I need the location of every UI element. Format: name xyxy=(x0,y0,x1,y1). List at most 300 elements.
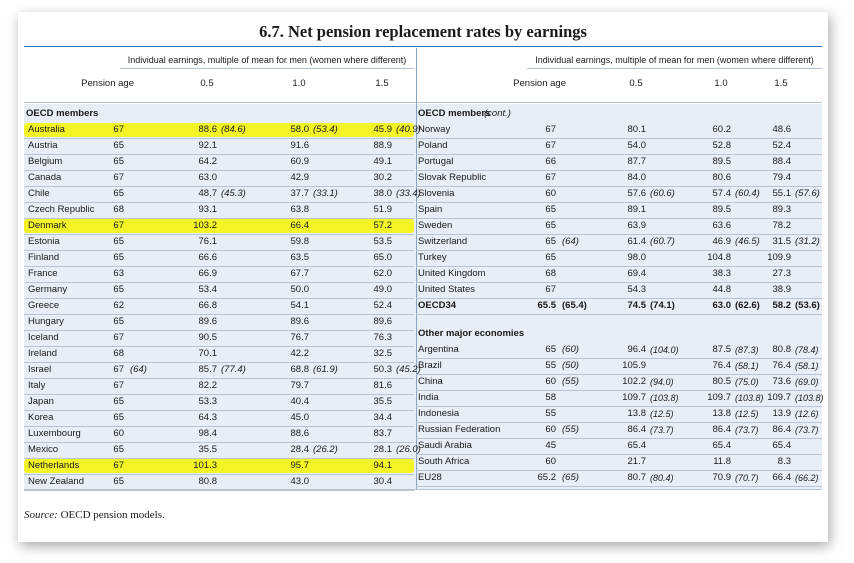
left-v10-1: 91.6 xyxy=(290,140,309,151)
right2-v10-3: 109.7 xyxy=(707,392,731,403)
right-v10-4: 57.4 xyxy=(712,188,731,199)
left-v15-15: 50.3 xyxy=(373,364,392,375)
right2-v10-women-4: (12.5) xyxy=(735,409,759,419)
left-age-1: 65 xyxy=(113,140,124,151)
left-v10-women-20: (26.2) xyxy=(313,444,338,455)
left-v10-22: 43.0 xyxy=(290,476,309,487)
left-v15-women-15: (45.2) xyxy=(396,364,421,375)
right2-v10-women-2: (75.0) xyxy=(735,377,759,387)
right-group-label: Individual earnings, multiple of mean for men (women where different) xyxy=(535,55,814,65)
left-row-rule xyxy=(24,170,414,171)
right2-age-1: 55 xyxy=(545,360,556,371)
right-v05-2: 87.7 xyxy=(627,156,646,167)
left-row-rule xyxy=(24,490,414,491)
left-v05-17: 53.3 xyxy=(198,396,217,407)
right-v15-2: 88.4 xyxy=(772,156,791,167)
right-age-0: 67 xyxy=(545,124,556,135)
right2-v15-0: 80.8 xyxy=(772,344,791,355)
right-v05-3: 84.0 xyxy=(627,172,646,183)
right2-v05-0: 96.4 xyxy=(627,344,646,355)
right2-country-4: Indonesia xyxy=(418,408,460,419)
left-row-rule xyxy=(24,202,414,203)
right2-v05-7: 21.7 xyxy=(627,456,646,467)
left-v15-22: 30.4 xyxy=(373,476,392,487)
left-v15-8: 65.0 xyxy=(373,252,392,263)
right-v15-0: 48.6 xyxy=(772,124,791,135)
left-country-0: Australia xyxy=(28,124,65,135)
right2-age-5: 60 xyxy=(545,424,556,435)
left-country-1: Austria xyxy=(28,140,58,151)
left-v10-12: 89.6 xyxy=(290,316,309,327)
right2-v05-1: 105.9 xyxy=(622,360,646,371)
left-age-15: 67 xyxy=(113,364,124,375)
left-age-women-15: (64) xyxy=(130,364,147,375)
right-v15-women-7: (31.2) xyxy=(795,236,820,247)
right2-age-7: 60 xyxy=(545,456,556,467)
right2-age-0: 65 xyxy=(545,344,556,355)
right-v10-1: 52.8 xyxy=(712,140,731,151)
left-v10-13: 76.7 xyxy=(290,332,309,343)
right-v05-0: 80.1 xyxy=(627,124,646,135)
left-v05-5: 93.1 xyxy=(198,204,217,215)
left-v05-women-15: (77.4) xyxy=(221,364,246,375)
right-row-rule xyxy=(416,170,822,171)
left-country-20: Mexico xyxy=(28,444,59,455)
left-age-16: 67 xyxy=(113,380,124,391)
right2-age-women-5: (55) xyxy=(562,424,579,435)
right2-v10-women-3: (103.8) xyxy=(735,393,764,403)
right-v05-10: 54.3 xyxy=(627,284,646,295)
right-v10-women-7: (46.5) xyxy=(735,236,760,247)
right2-v05-6: 65.4 xyxy=(627,440,646,451)
right-age-11: 65.5 xyxy=(537,300,556,311)
left-age-21: 67 xyxy=(113,460,124,471)
left-section-title: OECD members xyxy=(26,108,99,119)
right2-v15-1: 76.4 xyxy=(772,360,791,371)
right-v05-1: 54.0 xyxy=(627,140,646,151)
left-v05-9: 66.9 xyxy=(198,268,217,279)
left-country-3: Canada xyxy=(28,172,62,183)
left-v15-2: 49.1 xyxy=(373,156,392,167)
right2-v05-women-0: (104.0) xyxy=(650,345,679,355)
right-country-9: United Kingdom xyxy=(418,268,486,279)
left-country-17: Japan xyxy=(28,396,54,407)
left-row-rule xyxy=(24,266,414,267)
right-v10-6: 63.6 xyxy=(712,220,731,231)
right2-v10-0: 87.5 xyxy=(712,344,731,355)
right2-v15-7: 8.3 xyxy=(777,456,791,467)
right-row-rule xyxy=(416,218,822,219)
left-v15-13: 76.3 xyxy=(373,332,392,343)
left-country-6: Denmark xyxy=(28,220,67,231)
right2-v10-1: 76.4 xyxy=(712,360,731,371)
left-v15-18: 34.4 xyxy=(373,412,392,423)
left-v10-8: 63.5 xyxy=(290,252,309,263)
right-country-0: Norway xyxy=(418,124,451,135)
left-v10-women-0: (53.4) xyxy=(313,124,338,135)
right-v10-women-11: (62.6) xyxy=(735,300,760,311)
right2-v15-6: 65.4 xyxy=(772,440,791,451)
right2-age-8: 65.2 xyxy=(537,472,556,483)
left-v15-1: 88.9 xyxy=(373,140,392,151)
left-v10-4: 37.7 xyxy=(290,188,309,199)
right-v15-3: 79.4 xyxy=(772,172,791,183)
left-row-rule xyxy=(24,346,414,347)
left-age-2: 65 xyxy=(113,156,124,167)
right-v10-0: 60.2 xyxy=(712,124,731,135)
right-v05-women-7: (60.7) xyxy=(650,236,675,247)
right-country-7: Switzerland xyxy=(418,236,468,247)
left-v05-6: 103.2 xyxy=(193,220,217,231)
left-country-19: Luxembourg xyxy=(28,428,81,439)
right2-v05-women-3: (103.8) xyxy=(650,393,679,403)
left-country-12: Hungary xyxy=(28,316,64,327)
left-age-18: 65 xyxy=(113,412,124,423)
right2-country-7: South Africa xyxy=(418,456,470,467)
left-row-rule xyxy=(24,186,414,187)
right-v15-8: 109.9 xyxy=(767,252,791,263)
right-row-rule xyxy=(416,186,822,187)
right2-v15-women-4: (12.6) xyxy=(795,409,819,419)
left-v15-21: 94.1 xyxy=(373,460,392,471)
right2-v05-women-5: (73.7) xyxy=(650,425,674,435)
left-country-10: Germany xyxy=(28,284,68,295)
right-section2-title: Other major economies xyxy=(418,328,525,339)
right-v15-1: 52.4 xyxy=(772,140,791,151)
left-v15-9: 62.0 xyxy=(373,268,392,279)
right2-v10-5: 86.4 xyxy=(712,424,731,435)
right-v10-8: 104.8 xyxy=(707,252,731,263)
right2-v15-women-2: (69.0) xyxy=(795,377,819,387)
right-age-4: 60 xyxy=(545,188,556,199)
left-v10-14: 42.2 xyxy=(290,348,309,359)
source-label: Source: xyxy=(24,509,58,521)
left-v10-10: 50.0 xyxy=(290,284,309,295)
right2-v15-3: 109.7 xyxy=(767,392,791,403)
right-age-women-7: (64) xyxy=(562,236,579,247)
left-row-rule xyxy=(24,378,414,379)
right-section-suffix: (cont.) xyxy=(484,108,511,119)
left-row-rule xyxy=(24,474,414,475)
right2-v05-women-2: (94.0) xyxy=(650,377,674,387)
right-row-rule xyxy=(416,314,822,315)
right-row-rule xyxy=(416,250,822,251)
right-v10-10: 44.8 xyxy=(712,284,731,295)
right-v05-6: 63.9 xyxy=(627,220,646,231)
right2-v15-2: 73.6 xyxy=(772,376,791,387)
left-v05-20: 35.5 xyxy=(198,444,217,455)
left-country-13: Iceland xyxy=(28,332,59,343)
right2-row-rule xyxy=(416,358,822,359)
right-age-2: 66 xyxy=(545,156,556,167)
right2-row-rule xyxy=(416,390,822,391)
left-v05-12: 89.6 xyxy=(198,316,217,327)
right-v10-5: 89.5 xyxy=(712,204,731,215)
right-v15-7: 31.5 xyxy=(772,236,791,247)
left-v05-19: 98.4 xyxy=(198,428,217,439)
right2-country-2: China xyxy=(418,376,443,387)
left-v15-17: 35.5 xyxy=(373,396,392,407)
left-row-rule xyxy=(24,234,414,235)
right2-v05-4: 13.8 xyxy=(627,408,646,419)
header-bottom-rule xyxy=(24,102,822,103)
right-v10-2: 89.5 xyxy=(712,156,731,167)
left-country-18: Korea xyxy=(28,412,54,423)
right-row-rule xyxy=(416,266,822,267)
left-v15-5: 51.9 xyxy=(373,204,392,215)
right-country-11: OECD34 xyxy=(418,300,457,311)
right-v05-5: 89.1 xyxy=(627,204,646,215)
right2-v10-women-8: (70.7) xyxy=(735,473,759,483)
right-v15-6: 78.2 xyxy=(772,220,791,231)
right2-v10-women-0: (87.3) xyxy=(735,345,759,355)
right2-age-women-0: (60) xyxy=(562,344,579,355)
left-v15-women-20: (26.0) xyxy=(396,444,421,455)
left-country-21: Netherlands xyxy=(28,460,80,471)
right-v10-9: 38.3 xyxy=(712,268,731,279)
left-v05-7: 76.1 xyxy=(198,236,217,247)
right-v05-9: 69.4 xyxy=(627,268,646,279)
left-v05-18: 64.3 xyxy=(198,412,217,423)
left-age-13: 67 xyxy=(113,332,124,343)
right-country-4: Slovenia xyxy=(418,188,455,199)
right2-v05-2: 102.2 xyxy=(622,376,646,387)
right-v05-women-11: (74.1) xyxy=(650,300,675,311)
left-v05-13: 90.5 xyxy=(198,332,217,343)
left-v15-11: 52.4 xyxy=(373,300,392,311)
left-v15-10: 49.0 xyxy=(373,284,392,295)
left-age-9: 63 xyxy=(113,268,124,279)
right2-v15-women-1: (58.1) xyxy=(795,361,819,371)
left-row-rule xyxy=(24,154,414,155)
left-country-11: Greece xyxy=(28,300,60,311)
right-country-1: Poland xyxy=(418,140,448,151)
right2-v10-women-1: (58.1) xyxy=(735,361,759,371)
right-col-0.5-header: 0.5 xyxy=(629,78,643,89)
right-age-5: 65 xyxy=(545,204,556,215)
left-v10-3: 42.9 xyxy=(290,172,309,183)
right-country-2: Portugal xyxy=(418,156,454,167)
right-pension-age-header: Pension age xyxy=(513,78,566,89)
left-v05-women-0: (84.6) xyxy=(221,124,246,135)
right-v15-11: 58.2 xyxy=(772,300,791,311)
right2-v15-women-5: (73.7) xyxy=(795,425,819,435)
right2-country-3: India xyxy=(418,392,439,403)
left-v05-10: 53.4 xyxy=(198,284,217,295)
right-v15-9: 27.3 xyxy=(772,268,791,279)
left-row-rule xyxy=(24,298,414,299)
right-v05-7: 61.4 xyxy=(627,236,646,247)
left-row-rule xyxy=(24,138,414,139)
right-section-title: OECD members xyxy=(418,108,491,119)
left-country-16: Italy xyxy=(28,380,46,391)
left-row-rule xyxy=(24,282,414,283)
left-age-6: 67 xyxy=(113,220,124,231)
left-row-rule xyxy=(24,426,414,427)
left-pension-age-header: Pension age xyxy=(81,78,134,89)
left-v15-19: 83.7 xyxy=(373,428,392,439)
left-group-label: Individual earnings, multiple of mean for men (women where different) xyxy=(127,55,407,65)
right-v15-women-11: (53.6) xyxy=(795,300,820,311)
right2-v05-5: 86.4 xyxy=(627,424,646,435)
left-country-9: France xyxy=(28,268,58,279)
right-age-6: 65 xyxy=(545,220,556,231)
right2-v10-2: 80.5 xyxy=(712,376,731,387)
left-v10-18: 45.0 xyxy=(290,412,309,423)
left-country-22: New Zealand xyxy=(28,476,84,487)
right2-v15-women-3: (103.8) xyxy=(795,393,824,403)
left-v05-3: 63.0 xyxy=(198,172,217,183)
right-row-rule xyxy=(416,202,822,203)
left-row-rule xyxy=(24,362,414,363)
left-v05-14: 70.1 xyxy=(198,348,217,359)
left-age-14: 68 xyxy=(113,348,124,359)
right-country-10: United States xyxy=(418,284,476,295)
right-row-rule xyxy=(416,154,822,155)
right-age-10: 67 xyxy=(545,284,556,295)
right-country-8: Turkey xyxy=(418,252,447,263)
left-age-22: 65 xyxy=(113,476,124,487)
right-col-1.5-header: 1.5 xyxy=(774,78,788,89)
right2-v05-8: 80.7 xyxy=(627,472,646,483)
left-row-rule xyxy=(24,314,414,315)
left-v15-14: 32.5 xyxy=(373,348,392,359)
right-group-rule xyxy=(527,68,822,69)
left-v15-women-0: (40.9) xyxy=(396,124,421,135)
left-v05-11: 66.8 xyxy=(198,300,217,311)
left-v05-8: 66.6 xyxy=(198,252,217,263)
right-v15-10: 38.9 xyxy=(772,284,791,295)
right-v05-women-4: (60.6) xyxy=(650,188,675,199)
left-v05-15: 85.7 xyxy=(198,364,217,375)
left-v10-women-4: (33.1) xyxy=(313,188,338,199)
left-v15-4: 38.0 xyxy=(373,188,392,199)
right2-v10-women-5: (73.7) xyxy=(735,425,759,435)
left-v15-12: 89.6 xyxy=(373,316,392,327)
left-v10-16: 79.7 xyxy=(290,380,309,391)
right2-v15-women-0: (78.4) xyxy=(795,345,819,355)
left-row-rule xyxy=(24,442,414,443)
right2-country-1: Brazil xyxy=(418,360,442,371)
left-col-1.5-header: 1.5 xyxy=(375,78,389,89)
right2-row-rule xyxy=(416,406,822,407)
left-v10-11: 54.1 xyxy=(290,300,309,311)
pension-table xyxy=(24,48,822,503)
left-country-4: Chile xyxy=(28,188,50,199)
right2-age-women-1: (50) xyxy=(562,360,579,371)
title-rule xyxy=(24,46,822,47)
right2-v15-5: 86.4 xyxy=(772,424,791,435)
right2-age-3: 58 xyxy=(545,392,556,403)
left-v10-5: 63.8 xyxy=(290,204,309,215)
left-v15-16: 81.6 xyxy=(373,380,392,391)
right-v15-5: 89.3 xyxy=(772,204,791,215)
left-v05-2: 64.2 xyxy=(198,156,217,167)
left-age-4: 65 xyxy=(113,188,124,199)
right2-country-8: EU28 xyxy=(418,472,442,483)
right-v10-11: 63.0 xyxy=(712,300,731,311)
left-v10-6: 66.4 xyxy=(290,220,309,231)
left-row-rule xyxy=(24,394,414,395)
left-age-5: 68 xyxy=(113,204,124,215)
left-age-17: 65 xyxy=(113,396,124,407)
right-country-3: Slovak Republic xyxy=(418,172,487,183)
right-age-3: 67 xyxy=(545,172,556,183)
left-age-0: 67 xyxy=(113,124,124,135)
left-v10-2: 60.9 xyxy=(290,156,309,167)
left-v05-0: 88.6 xyxy=(198,124,217,135)
left-row-rule xyxy=(24,330,414,331)
left-col-1.0-header: 1.0 xyxy=(292,78,306,89)
right2-country-6: Saudi Arabia xyxy=(418,440,472,451)
right2-row-rule xyxy=(416,438,822,439)
left-age-8: 65 xyxy=(113,252,124,263)
right-v05-11: 74.5 xyxy=(627,300,646,311)
left-v10-17: 40.4 xyxy=(290,396,309,407)
right-country-5: Spain xyxy=(418,204,443,215)
right-age-8: 65 xyxy=(545,252,556,263)
right2-row-rule xyxy=(416,470,822,471)
right2-row-rule xyxy=(416,454,822,455)
right2-v05-3: 109.7 xyxy=(622,392,646,403)
left-v15-0: 45.9 xyxy=(373,124,392,135)
right-row-rule xyxy=(416,282,822,283)
right-row-rule xyxy=(416,138,822,139)
left-v10-9: 67.7 xyxy=(290,268,309,279)
right-col-1.0-header: 1.0 xyxy=(714,78,728,89)
left-age-19: 60 xyxy=(113,428,124,439)
right2-row-rule xyxy=(416,374,822,375)
left-country-14: Ireland xyxy=(28,348,58,359)
left-col-0.5-header: 0.5 xyxy=(200,78,214,89)
left-v15-women-4: (33.4) xyxy=(396,188,421,199)
left-age-12: 65 xyxy=(113,316,124,327)
left-v10-0: 58.0 xyxy=(290,124,309,135)
left-v05-women-4: (45.3) xyxy=(221,188,246,199)
left-v15-3: 30.2 xyxy=(373,172,392,183)
right2-v15-8: 66.4 xyxy=(772,472,791,483)
right2-v10-6: 65.4 xyxy=(712,440,731,451)
right2-v15-women-8: (66.2) xyxy=(795,473,819,483)
right-row-rule xyxy=(416,234,822,235)
right2-country-0: Argentina xyxy=(418,344,459,355)
left-v05-16: 82.2 xyxy=(198,380,217,391)
left-v10-20: 28.4 xyxy=(290,444,309,455)
source-note xyxy=(24,509,165,521)
left-v05-22: 80.8 xyxy=(198,476,217,487)
right-v15-women-4: (57.6) xyxy=(795,188,820,199)
right2-v05-women-8: (80.4) xyxy=(650,473,674,483)
right2-row-rule xyxy=(416,486,822,487)
right-v05-8: 98.0 xyxy=(627,252,646,263)
left-country-7: Estonia xyxy=(28,236,60,247)
left-v15-7: 53.5 xyxy=(373,236,392,247)
left-v05-4: 48.7 xyxy=(198,188,217,199)
right2-v05-women-4: (12.5) xyxy=(650,409,674,419)
left-v10-19: 88.6 xyxy=(290,428,309,439)
left-v10-15: 68.8 xyxy=(290,364,309,375)
left-age-7: 65 xyxy=(113,236,124,247)
left-v15-20: 28.1 xyxy=(373,444,392,455)
right2-age-women-8: (65) xyxy=(562,472,579,483)
right-age-7: 65 xyxy=(545,236,556,247)
right-v10-3: 80.6 xyxy=(712,172,731,183)
left-row-rule xyxy=(24,250,414,251)
right2-row-rule xyxy=(416,422,822,423)
right-country-6: Sweden xyxy=(418,220,453,231)
right2-age-6: 45 xyxy=(545,440,556,451)
right2-age-2: 60 xyxy=(545,376,556,387)
